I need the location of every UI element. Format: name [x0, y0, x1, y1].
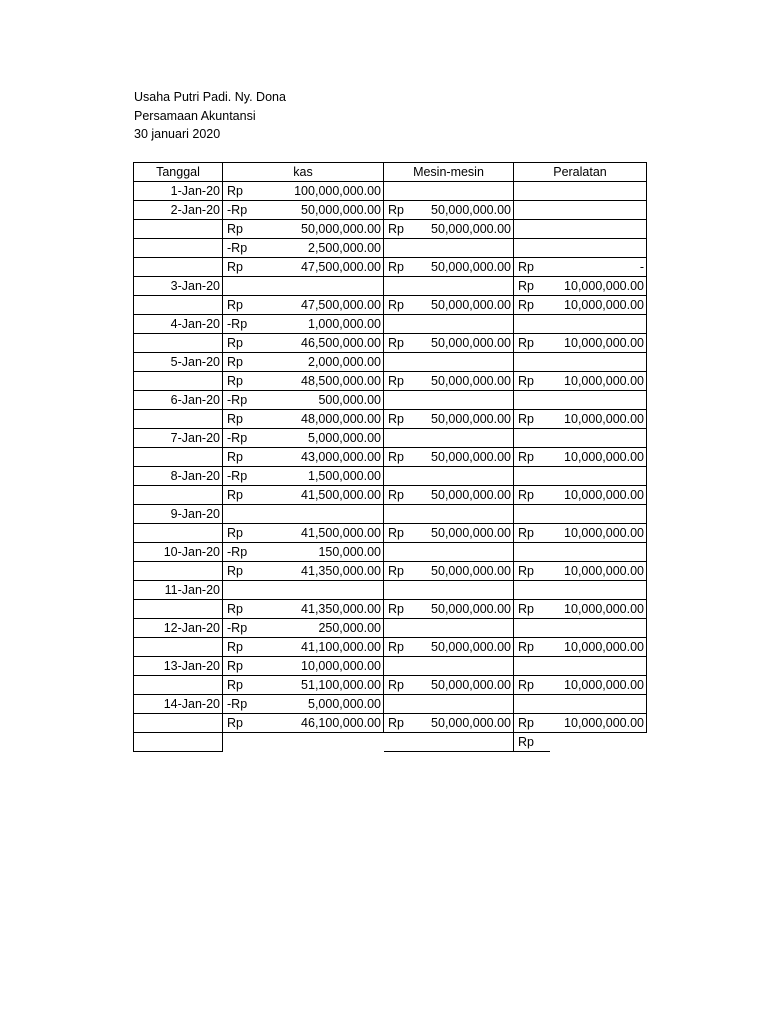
row-date	[134, 638, 223, 657]
peralatan-currency	[514, 391, 551, 410]
mesin-currency	[384, 353, 421, 372]
table-row	[134, 334, 647, 353]
peralatan-currency	[514, 657, 551, 676]
kas-amount: 5,000,000.00	[259, 695, 384, 714]
peralatan-amount: 10,000,000.00	[550, 638, 647, 657]
kas-currency: Rp	[223, 600, 260, 619]
mesin-amount: 50,000,000.00	[420, 334, 514, 353]
row-date	[134, 372, 223, 391]
kas-currency: Rp	[223, 334, 260, 353]
mesin-currency: Rp	[384, 676, 421, 695]
kas-amount: 500,000.00	[259, 391, 384, 410]
kas-amount	[259, 277, 384, 296]
table-row	[134, 239, 647, 258]
kas-currency: Rp	[223, 486, 260, 505]
kas-amount: 47,500,000.00	[259, 296, 384, 315]
kas-currency: Rp	[223, 182, 260, 201]
peralatan-amount: 10,000,000.00	[550, 600, 647, 619]
kas-amount: 41,100,000.00	[259, 638, 384, 657]
kas-currency: Rp	[223, 353, 260, 372]
kas-currency: -Rp	[223, 695, 260, 714]
mesin-amount: 50,000,000.00	[420, 201, 514, 220]
peralatan-currency: Rp	[514, 258, 551, 277]
kas-currency	[223, 505, 260, 524]
row-date: 10-Jan-20	[134, 543, 223, 562]
header-tanggal: Tanggal	[134, 163, 223, 182]
peralatan-amount: -	[550, 258, 647, 277]
table-row	[134, 467, 647, 486]
mesin-currency: Rp	[384, 410, 421, 429]
peralatan-amount: 10,000,000.00	[550, 334, 647, 353]
table-header-row	[134, 163, 647, 182]
peralatan-currency	[514, 353, 551, 372]
header-peralatan: Peralatan	[514, 163, 647, 182]
peralatan-amount: 10,000,000.00	[550, 410, 647, 429]
mesin-amount	[420, 505, 514, 524]
kas-currency: Rp	[223, 714, 260, 733]
kas-amount: 1,000,000.00	[259, 315, 384, 334]
table-row	[134, 182, 647, 201]
kas-amount: 41,500,000.00	[259, 524, 384, 543]
mesin-currency: Rp	[384, 220, 421, 239]
mesin-currency: Rp	[384, 638, 421, 657]
peralatan-currency: Rp	[514, 714, 551, 733]
mesin-amount: 50,000,000.00	[420, 220, 514, 239]
row-date	[134, 486, 223, 505]
kas-currency: -Rp	[223, 619, 260, 638]
kas-currency: Rp	[223, 448, 260, 467]
mesin-currency	[384, 581, 421, 600]
kas-amount: 50,000,000.00	[259, 220, 384, 239]
mesin-currency: Rp	[384, 258, 421, 277]
row-date: 9-Jan-20	[134, 505, 223, 524]
kas-amount	[259, 733, 384, 752]
kas-amount: 47,500,000.00	[259, 258, 384, 277]
mesin-currency	[384, 695, 421, 714]
peralatan-amount	[550, 657, 647, 676]
mesin-amount	[420, 543, 514, 562]
peralatan-currency: Rp	[514, 733, 551, 752]
table-row	[134, 277, 647, 296]
kas-currency: -Rp	[223, 391, 260, 410]
peralatan-amount	[550, 315, 647, 334]
mesin-currency: Rp	[384, 296, 421, 315]
peralatan-amount	[550, 239, 647, 258]
peralatan-currency	[514, 201, 551, 220]
mesin-amount: 50,000,000.00	[420, 486, 514, 505]
kas-amount: 10,000,000.00	[259, 657, 384, 676]
peralatan-currency: Rp	[514, 372, 551, 391]
mesin-amount: 50,000,000.00	[420, 600, 514, 619]
kas-currency: Rp	[223, 372, 260, 391]
document-header	[134, 88, 286, 144]
mesin-amount: 50,000,000.00	[420, 562, 514, 581]
mesin-currency	[384, 657, 421, 676]
table-row	[134, 486, 647, 505]
table-row	[134, 714, 647, 733]
mesin-amount: 50,000,000.00	[420, 296, 514, 315]
peralatan-currency: Rp	[514, 296, 551, 315]
kas-amount: 51,100,000.00	[259, 676, 384, 695]
kas-amount: 48,500,000.00	[259, 372, 384, 391]
mesin-amount: 50,000,000.00	[420, 410, 514, 429]
peralatan-currency: Rp	[514, 448, 551, 467]
mesin-amount	[420, 277, 514, 296]
table-row	[134, 410, 647, 429]
kas-amount: 150,000.00	[259, 543, 384, 562]
table-row	[134, 353, 647, 372]
kas-currency	[223, 733, 260, 752]
mesin-amount	[420, 619, 514, 638]
mesin-amount	[420, 239, 514, 258]
peralatan-amount	[550, 619, 647, 638]
peralatan-currency: Rp	[514, 277, 551, 296]
row-date	[134, 239, 223, 258]
mesin-currency	[384, 543, 421, 562]
peralatan-amount: 10,000,000.00	[550, 277, 647, 296]
kas-amount: 2,000,000.00	[259, 353, 384, 372]
kas-currency: -Rp	[223, 429, 260, 448]
kas-amount: 41,500,000.00	[259, 486, 384, 505]
peralatan-amount	[550, 695, 647, 714]
peralatan-amount	[550, 220, 647, 239]
mesin-currency	[384, 733, 421, 752]
kas-amount: 250,000.00	[259, 619, 384, 638]
kas-amount: 50,000,000.00	[259, 201, 384, 220]
mesin-currency: Rp	[384, 201, 421, 220]
row-date	[134, 220, 223, 239]
peralatan-currency: Rp	[514, 524, 551, 543]
table-row	[134, 372, 647, 391]
kas-currency: -Rp	[223, 239, 260, 258]
row-date: 11-Jan-20	[134, 581, 223, 600]
peralatan-currency: Rp	[514, 486, 551, 505]
peralatan-currency: Rp	[514, 676, 551, 695]
mesin-amount	[420, 581, 514, 600]
kas-currency: -Rp	[223, 543, 260, 562]
peralatan-amount	[550, 391, 647, 410]
kas-currency: Rp	[223, 638, 260, 657]
document-date: 30 januari 2020	[134, 127, 221, 141]
table-row	[134, 581, 647, 600]
kas-currency: Rp	[223, 562, 260, 581]
table-row	[134, 448, 647, 467]
kas-currency: Rp	[223, 220, 260, 239]
table-row	[134, 296, 647, 315]
kas-currency: Rp	[223, 410, 260, 429]
table-row	[134, 315, 647, 334]
table-row	[134, 695, 647, 714]
peralatan-amount	[550, 733, 647, 752]
row-date	[134, 600, 223, 619]
kas-amount: 48,000,000.00	[259, 410, 384, 429]
peralatan-currency	[514, 467, 551, 486]
peralatan-amount	[550, 543, 647, 562]
mesin-amount	[420, 429, 514, 448]
row-date	[134, 410, 223, 429]
row-date	[134, 334, 223, 353]
mesin-amount: 50,000,000.00	[420, 448, 514, 467]
kas-amount: 46,500,000.00	[259, 334, 384, 353]
peralatan-currency	[514, 315, 551, 334]
table-row	[134, 638, 647, 657]
kas-currency: Rp	[223, 676, 260, 695]
row-date: 13-Jan-20	[134, 657, 223, 676]
peralatan-currency: Rp	[514, 410, 551, 429]
table-row	[134, 562, 647, 581]
row-date	[134, 676, 223, 695]
row-date: 2-Jan-20	[134, 201, 223, 220]
header-mesin: Mesin-mesin	[384, 163, 514, 182]
mesin-amount: 50,000,000.00	[420, 258, 514, 277]
mesin-amount: 50,000,000.00	[420, 638, 514, 657]
mesin-currency: Rp	[384, 600, 421, 619]
row-date: 6-Jan-20	[134, 391, 223, 410]
kas-currency: Rp	[223, 657, 260, 676]
peralatan-currency: Rp	[514, 638, 551, 657]
kas-amount: 41,350,000.00	[259, 562, 384, 581]
table-row	[134, 220, 647, 239]
kas-amount	[259, 505, 384, 524]
mesin-currency: Rp	[384, 524, 421, 543]
mesin-currency	[384, 505, 421, 524]
table-row	[134, 600, 647, 619]
kas-currency: -Rp	[223, 315, 260, 334]
business-name: Usaha Putri Padi. Ny. Dona	[134, 90, 286, 104]
kas-amount: 46,100,000.00	[259, 714, 384, 733]
row-date: 1-Jan-20	[134, 182, 223, 201]
mesin-currency	[384, 391, 421, 410]
table-row	[134, 391, 647, 410]
table-row	[134, 619, 647, 638]
row-date	[134, 448, 223, 467]
peralatan-amount	[550, 201, 647, 220]
peralatan-amount: 10,000,000.00	[550, 524, 647, 543]
peralatan-amount: 10,000,000.00	[550, 714, 647, 733]
mesin-currency: Rp	[384, 562, 421, 581]
row-date	[134, 562, 223, 581]
mesin-currency: Rp	[384, 448, 421, 467]
mesin-amount: 50,000,000.00	[420, 372, 514, 391]
table-row	[134, 657, 647, 676]
row-date: 7-Jan-20	[134, 429, 223, 448]
kas-currency	[223, 277, 260, 296]
row-date	[134, 524, 223, 543]
mesin-amount	[420, 657, 514, 676]
row-date: 14-Jan-20	[134, 695, 223, 714]
kas-amount: 41,350,000.00	[259, 600, 384, 619]
kas-currency: -Rp	[223, 467, 260, 486]
mesin-currency: Rp	[384, 372, 421, 391]
mesin-amount	[420, 315, 514, 334]
mesin-amount	[420, 695, 514, 714]
peralatan-currency: Rp	[514, 334, 551, 353]
row-date: 4-Jan-20	[134, 315, 223, 334]
mesin-amount	[420, 467, 514, 486]
table-row	[134, 258, 647, 277]
mesin-currency	[384, 429, 421, 448]
kas-amount: 43,000,000.00	[259, 448, 384, 467]
table-row	[134, 201, 647, 220]
table-row	[134, 505, 647, 524]
kas-amount: 5,000,000.00	[259, 429, 384, 448]
mesin-amount	[420, 182, 514, 201]
document-title: Persamaan Akuntansi	[134, 108, 256, 123]
kas-currency: Rp	[223, 258, 260, 277]
table-row	[134, 733, 647, 752]
peralatan-currency	[514, 429, 551, 448]
peralatan-amount	[550, 581, 647, 600]
peralatan-amount: 10,000,000.00	[550, 486, 647, 505]
peralatan-amount: 10,000,000.00	[550, 562, 647, 581]
row-date	[134, 714, 223, 733]
row-date: 8-Jan-20	[134, 467, 223, 486]
table-row	[134, 676, 647, 695]
kas-amount: 100,000,000.00	[259, 182, 384, 201]
mesin-currency: Rp	[384, 714, 421, 733]
row-date: 3-Jan-20	[134, 277, 223, 296]
mesin-currency	[384, 277, 421, 296]
peralatan-currency	[514, 239, 551, 258]
kas-amount	[259, 581, 384, 600]
row-date	[134, 733, 223, 752]
mesin-currency	[384, 619, 421, 638]
table-row	[134, 524, 647, 543]
peralatan-amount: 10,000,000.00	[550, 296, 647, 315]
kas-currency: Rp	[223, 296, 260, 315]
row-date: 5-Jan-20	[134, 353, 223, 372]
table-row	[134, 429, 647, 448]
accounting-equation-table	[133, 162, 647, 752]
peralatan-currency	[514, 619, 551, 638]
mesin-amount	[420, 353, 514, 372]
mesin-currency	[384, 467, 421, 486]
mesin-currency	[384, 182, 421, 201]
mesin-currency	[384, 239, 421, 258]
peralatan-currency	[514, 581, 551, 600]
mesin-amount: 50,000,000.00	[420, 524, 514, 543]
row-date: 12-Jan-20	[134, 619, 223, 638]
peralatan-amount	[550, 505, 647, 524]
kas-currency	[223, 581, 260, 600]
mesin-amount: 50,000,000.00	[420, 676, 514, 695]
mesin-amount	[420, 733, 514, 752]
kas-currency: -Rp	[223, 201, 260, 220]
row-date	[134, 258, 223, 277]
mesin-currency: Rp	[384, 486, 421, 505]
kas-currency: Rp	[223, 524, 260, 543]
peralatan-amount: 10,000,000.00	[550, 372, 647, 391]
table-row	[134, 543, 647, 562]
peralatan-amount	[550, 429, 647, 448]
peralatan-amount: 10,000,000.00	[550, 676, 647, 695]
kas-amount: 1,500,000.00	[259, 467, 384, 486]
peralatan-currency	[514, 695, 551, 714]
row-date	[134, 296, 223, 315]
mesin-amount: 50,000,000.00	[420, 714, 514, 733]
peralatan-currency	[514, 182, 551, 201]
header-kas: kas	[223, 163, 384, 182]
mesin-currency: Rp	[384, 334, 421, 353]
peralatan-amount	[550, 467, 647, 486]
peralatan-amount	[550, 182, 647, 201]
mesin-amount	[420, 391, 514, 410]
peralatan-currency	[514, 505, 551, 524]
peralatan-currency: Rp	[514, 600, 551, 619]
peralatan-amount	[550, 353, 647, 372]
mesin-currency	[384, 315, 421, 334]
peralatan-currency	[514, 543, 551, 562]
peralatan-currency: Rp	[514, 562, 551, 581]
kas-amount: 2,500,000.00	[259, 239, 384, 258]
peralatan-amount: 10,000,000.00	[550, 448, 647, 467]
peralatan-currency	[514, 220, 551, 239]
